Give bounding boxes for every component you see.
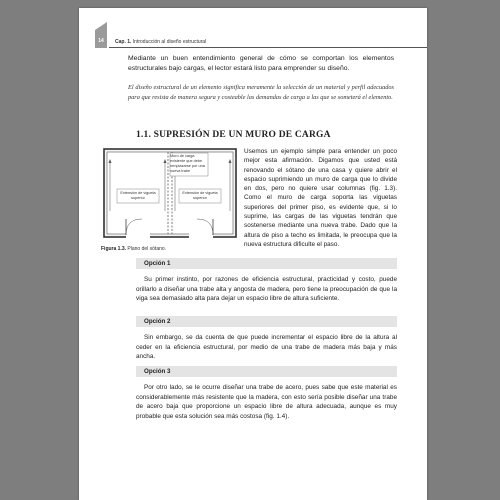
page-tab-corner — [95, 22, 107, 30]
option-2-header — [136, 316, 397, 327]
page-header — [79, 8, 427, 50]
section-body: Usemos un ejemplo simple para entender un poco mejor esta afirmación. Digamos que usted está renovando el sótano de una casa y quiere abrir el espacio suprimiendo un muro de carga que lo divide en dos, pero no quiere usar columnas (fig. 1.3). Como el muro de carga soporta las viguetas superiores del primer piso, es evidente que, si lo suprime, las cargas de las viguetas tendrán que sostenerse mediante una nueva trabe. Dado que la altura de piso a techo es limitada, le preocupa que la nueva estructura dificulte el paso. — [244, 148, 397, 248]
running-head — [115, 39, 206, 45]
chapter-title: Introducción al diseño estructural — [132, 39, 207, 45]
option-1-title: Opción 1 — [144, 260, 171, 267]
intro-paragraph: Mediante un buen entendimiento general de cómo se comportan los elementos estructurales bajo cargas, el lector estará listo para emprender su diseño. — [128, 55, 394, 72]
page-number: 14 — [98, 38, 104, 44]
option-2-title: Opción 2 — [144, 318, 171, 325]
figure-caption-text: Plano del sótano. — [127, 246, 167, 252]
option-2-text: Sin embargo, se da cuenta de que puede incrementar el espacio libre de la altura al ceder en la eficiencia estructural, por medio de una trabe de madera más baja y más ancha. — [136, 334, 397, 360]
document-page — [79, 8, 427, 500]
basement-plan-figure — [101, 147, 239, 242]
option-1-header — [136, 258, 397, 269]
bearing-wall-label: Muro de carga existente que debe remplazarse por una nueva trabe — [170, 154, 205, 173]
figure-caption-label: Figura 1.3. — [101, 246, 127, 252]
chapter-label: Cap. 1. — [115, 39, 132, 45]
option-3-text: Por otro lado, se le ocurre diseñar una trabe de acero, pues sabe que este material es considerablemente más resistente que la madera, con esto sería posible diseñar una trabe de acero baja que proporcione un espacio libre de altura adecuada, aunque es muy probable que esta solución sea más costosa (fig. 1.4). — [136, 384, 397, 420]
option-3-title: Opción 3 — [144, 368, 171, 375]
figure-caption — [101, 246, 166, 252]
section-title: 1.1. SUPRESIÓN DE UN MURO DE CARGA — [136, 130, 331, 140]
header-rule — [109, 47, 427, 48]
joist-extension-label-left: Extensión de vigueta superior — [120, 191, 156, 200]
option-1-text: Su primer instinto, por razones de eficiencia estructural, practicidad y costo, puede orillarlo a diseñar una trabe alta y angosta de madera, pero tiene la preocupación de que la viga sea demasiado alta para dejar un espacio libre de altura suficiente. — [136, 276, 397, 302]
definition-quote: El diseño estructural de un elemento significa meramente la selección de un material y perfil adecuados para que resista de manera segura y costeable las demandas de carga a las que se someterá el elemento. — [128, 84, 394, 101]
option-3-header — [136, 366, 397, 377]
joist-extension-label-right: Extensión de vigueta superior — [182, 191, 218, 200]
